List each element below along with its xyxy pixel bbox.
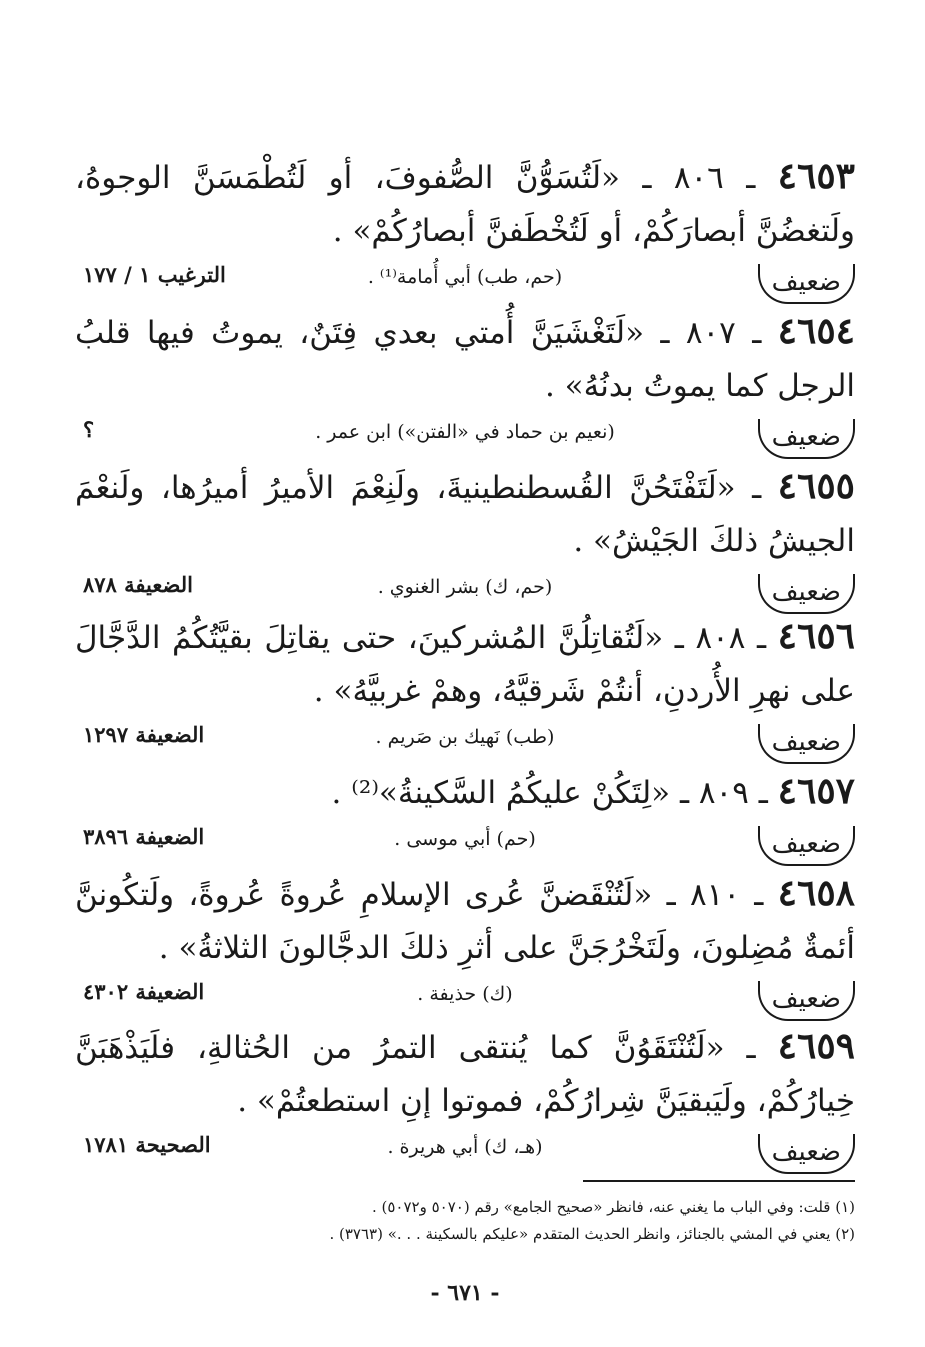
footnote: (١) قلت: وفي الباب ما يغني عنه، فانظر «صحيح الجامع» رقم (٥٠٧٠ و٥٠٧٢) . (371, 1198, 855, 1216)
footnote: (٢) يعني في المشي بالجنائز، وانظر الحديث المتقدم «عليكم بالسكينة . . .» (٣٧٦٣) . (329, 1225, 855, 1243)
hadith-source: (حم) أبي موسى . (394, 828, 536, 850)
grade-badge: ضعيف (758, 264, 855, 304)
hadith-text: ٤٦٥٧ ـ ٨٠٩ ـ «لِتَكُنْ عليكُمُ السَّكينةُ»⁽²⁾ . (331, 770, 855, 812)
hadith-number: ٤٦٥٣ (777, 155, 856, 197)
hadith-text: ٤٦٥٤ ـ ٨٠٧ ـ «لَتَغْشَيَنَّ أُمتي بعدي فِتَنٌ، يموتُ فيها قلبُ الرجل كما يموتُ بدنُهُ» . (75, 310, 856, 404)
grade-badge: ضعيف (758, 574, 855, 614)
hadith-meta (75, 720, 855, 768)
hadith-meta (75, 415, 855, 463)
hadith-entry (75, 305, 855, 463)
hadith-number: ٤٦٥٤ (777, 310, 856, 352)
hadith-reference: الضعيفة ٤٣٠٢ (83, 979, 205, 1004)
hadith-reference: الضعيفة ٣٨٩٦ (83, 824, 205, 849)
hadith-entry (75, 1020, 855, 1178)
hadith-number: ٤٦٥٨ (777, 872, 856, 914)
hadith-reference: الضعيفة ٨٧٨ (83, 572, 193, 597)
grade-badge: ضعيف (758, 419, 855, 459)
grade-badge: ضعيف (758, 981, 855, 1021)
hadith-source: (حم، ك) بشر الغنوي . (377, 576, 553, 598)
hadith-text: ٤٦٥٨ ـ ٨١٠ ـ «لَتُنْقَضنَّ عُرى الإسلامِ عُروةً عُروةً، ولَتكُوننَّ أئمةٌ مُضِلونَ، ولَتَخْرُجَنَّ على أثرِ ذلكَ الدجَّالونَ الثلاثةُ» . (75, 872, 856, 966)
hadith-entry (75, 150, 855, 308)
hadith-source: (هـ، ك) أبي هريرة . (387, 1136, 543, 1158)
hadith-number: ٤٦٥٩ (777, 1025, 855, 1067)
hadith-reference: الضعيفة ١٢٩٧ (83, 722, 205, 747)
hadith-source: (حم، طب) أبي أُمامة⁽¹⁾ . (367, 266, 563, 288)
grade-badge: ضعيف (758, 1134, 855, 1174)
hadith-source: (نعيم بن حماد في «الفتن») ابن عمر . (315, 421, 615, 443)
hadith-meta (75, 260, 855, 308)
hadith-number: ٤٦٥٧ (777, 770, 855, 812)
grade-badge: ضعيف (758, 724, 855, 764)
grade-badge: ضعيف (758, 826, 855, 866)
hadith-source: (طب) نَهيك بن صَريم . (375, 726, 555, 748)
hadith-text: ٤٦٥٣ ـ ٨٠٦ ـ «لَتُسَوُّنَّ الصُّفوفَ، أو لَتُطْمَسَنَّ الوجوهُ، ولَتغضُنَّ أبصارَكُمْ، أو لَتُخْطَفنَّ أبصارُكُمْ» . (75, 155, 856, 249)
footnote-divider (583, 1180, 855, 1182)
hadith-number: ٤٦٥٥ (777, 465, 855, 507)
page-number: - ٦٧١ - (430, 1280, 500, 1306)
hadith-reference: الصحيحة ١٧٨١ (83, 1132, 211, 1157)
hadith-entry (75, 765, 855, 870)
hadith-text: ٤٦٥٩ ـ «لَتُنْتَقَوُنَّ كما يُنتقى التمرُ من الحُثالةِ، فلَيَذْهَبَنَّ خِيارُكُمْ، ولَيَبقيَنَّ شِرارُكُمْ، فموتوا إنِ استطعتُمْ» . (75, 1025, 855, 1119)
footnotes (75, 1194, 855, 1248)
hadith-meta (75, 822, 855, 870)
page (75, 0, 855, 1347)
hadith-meta (75, 1130, 855, 1178)
hadith-text: ٤٦٥٦ ـ ٨٠٨ ـ «لَتُقاتِلُنَّ المُشركينَ، حتى يقاتِلَ بقيَّتُكُمُ الدَّجَّالَ على نهرِ الأُردنِ، أنتُمْ شَرقيَّهُ، وهمْ غربيَّهُ» . (75, 615, 855, 709)
hadith-entry (75, 460, 855, 618)
hadith-entry (75, 610, 855, 768)
hadith-reference: الترغيب ١ / ١٧٧ (83, 262, 226, 287)
hadith-reference: ؟ (83, 417, 95, 442)
hadith-meta (75, 977, 855, 1025)
hadith-text: ٤٦٥٥ ـ «لَتَفْتَحُنَّ القُسطنطينيةَ، ولَنِعْمَ الأميرُ أميرُها، ولَنعْمَ الجيشُ ذلكَ الجَيْشُ» . (75, 465, 855, 559)
hadith-source: (ك) حذيفة . (417, 983, 513, 1005)
hadith-number: ٤٦٥٦ (777, 615, 855, 657)
hadith-entry (75, 867, 855, 1025)
